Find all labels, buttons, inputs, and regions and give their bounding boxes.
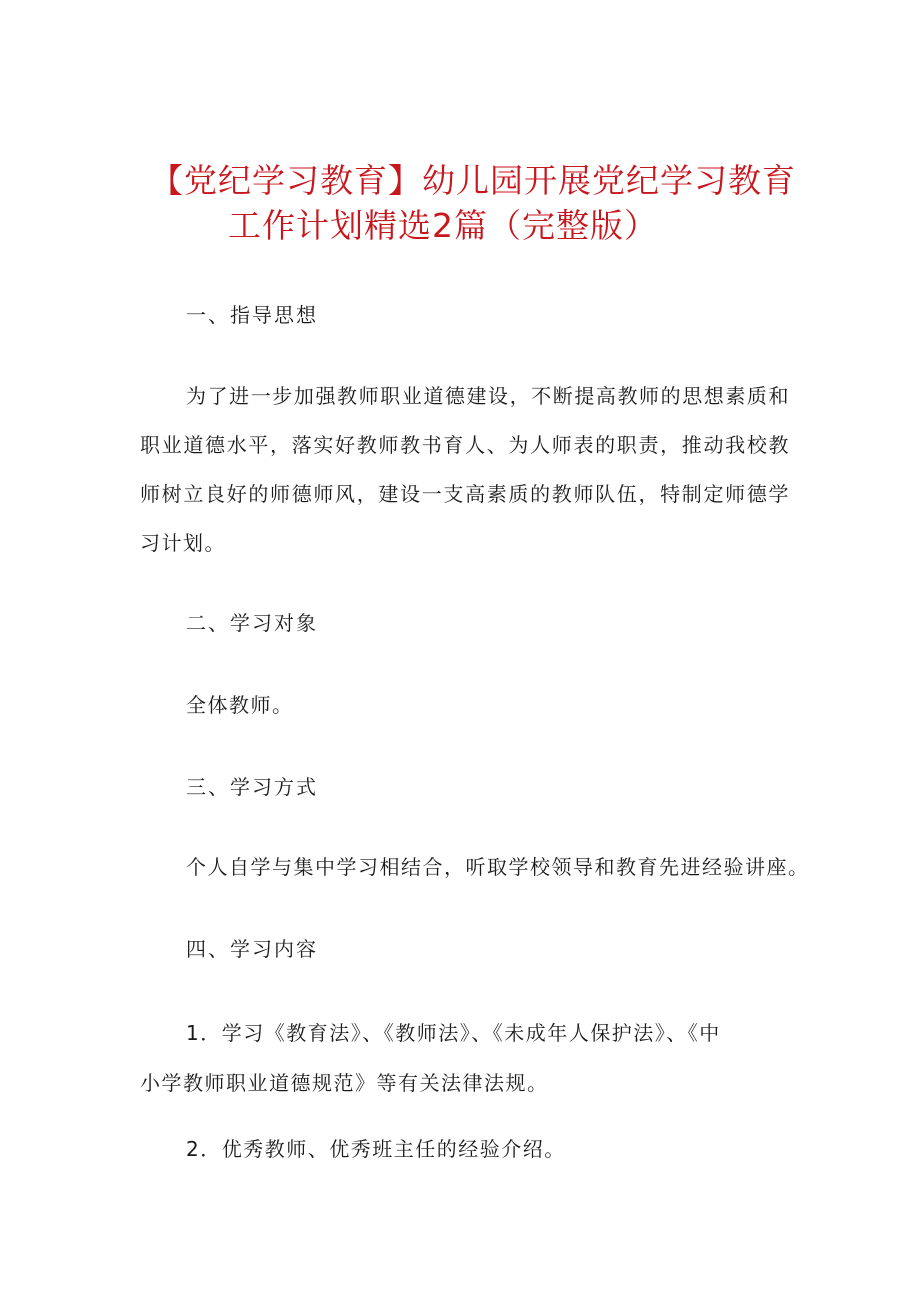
list-item-1-line2: 小学教师职业道德规范》等有关法律法规。 [140,1071,549,1095]
document-title-line2: 工作计划精选2篇（完整版） [228,206,658,245]
paragraph-guiding-thought: 为了进一步加强教师职业道德建设，不断提高教师的思想素质和职业道德水平，落实好教师教书育人、为人师表的职责，推动我校教师树立良好的师德师风，建设一支高素质的教师队伍，特制定师德学习计划。 [140,384,790,555]
paragraph-learning-target: 全体教师。 [186,693,294,717]
list-item-2: 2．优秀教师、优秀班主任的经验介绍。 [186,1137,566,1161]
paragraph-learning-method: 个人自学与集中学习相结合，听取学校领导和教育先进经验讲座。 [186,855,810,879]
section-heading-guiding: 一、指导思想 [186,303,318,327]
list-item-1-line1: 1．学习《教育法》、《教师法》、《未成年人保护法》、《中 [186,1021,721,1045]
section-heading-content: 四、学习内容 [186,937,318,961]
section-heading-target: 二、学习对象 [186,611,318,635]
document-title-line1: 【党纪学习教育】幼儿园开展党纪学习教育 [150,161,796,200]
section-heading-method: 三、学习方式 [186,775,318,799]
